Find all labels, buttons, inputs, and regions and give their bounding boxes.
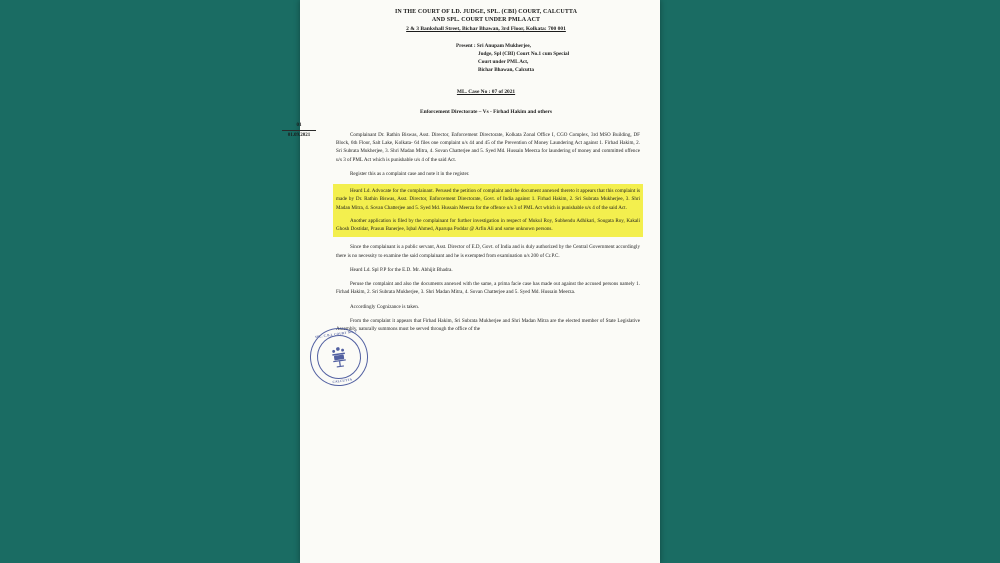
court-seal-stamp	[306, 324, 372, 390]
order-serial-number: 01	[296, 123, 302, 128]
present-block	[456, 42, 642, 74]
seal-bottom-text: CALCUTTA	[332, 376, 353, 384]
order-paragraph: Since the complainant is a public servant, Asst. Director of E.D, Govt. of India and is duly authorized by the Central Government accordingly there is no necessity to examine the said complainant and he is exempted from examination u/s 200 of Cr.P.C.	[336, 244, 640, 259]
case-number: ML. Case No : 07 of 2021	[456, 89, 516, 96]
present-designation-line3: Bichar Bhawan, Calcutta	[478, 67, 534, 74]
court-address: 2 & 3 Bankshall Street, Bichar Bhawan, 3rd Floor, Kolkata: 700 001	[406, 26, 566, 33]
order-paragraph: Peruse the complaint and also the documents annexed with the same, a prima facie case has made out against the accused persons namely 1. Firhad Hakim, 2. Sri Subrata Mukherjee, 3. Shri Madan Mitra, 4. Sovan Chatterjee and 5. Syed Md. Hussain Meerza.	[336, 281, 640, 296]
highlighted-section	[333, 184, 643, 237]
order-paragraph: Register this as a complaint case and note it in the register.	[350, 170, 470, 177]
court-header	[330, 8, 642, 24]
order-date: 01.09.2021	[287, 132, 311, 138]
court-header-line1: IN THE COURT OF LD. JUDGE, SPL. (CBI) COURT, CALCUTTA	[394, 9, 578, 15]
document-page	[287, 0, 660, 563]
order-paragraph: Heard Ld. Advocate for the complainant. Perused the petition of complaint and the document annexed thereto it appears that this complaint is made by Dr. Rathin Biswas, Asst. Director, Enforcement Directorate, Govt. of India against 1. Firhad Hakim, 2. Sri Subrata Mukherjee, 3. Shri Madan Mitra, 4. Sovan Chatterjee and 5. Syed Md. Hussain Meerza for the offence u/s 3 of PML Act which is punishable u/s 4 of the said Act.	[336, 188, 640, 211]
present-designation-line2: Court under PML Act,	[478, 59, 529, 66]
order-margin-column	[276, 122, 322, 139]
order-paragraph: Heard Ld. Spl P.P for the E.D. Mr. Abhijit Bhadra.	[350, 266, 453, 273]
case-parties: Enforcement Directorate – Vs - Firhad Hakim and others	[419, 109, 553, 116]
present-designation-line1: Judge, Spl (CBI) Court No.1 cum Special	[478, 51, 570, 58]
present-judge-name: Present : Sri Anupam Mukherjee,	[456, 43, 531, 50]
document-body	[287, 0, 660, 333]
background-right-panel	[660, 0, 1000, 563]
margin-divider	[282, 130, 316, 131]
seal-top-text: SPL. C.B.I. COURT NO. I	[314, 328, 357, 339]
order-paragraph: Complainant Dr. Rathin Biswas, Asst. Director, Enforcement Directorate, Kolkata Zonal Office I, CGO Complex, 3rd MSO Building, DF Block, 6th Floor, Salt Lake, Kolkata- 64 files one complaint u/s 44 and 45 of the Prevention of Money Laundering Act against 1. Firhad Hakim, 2. Sri Subrata Mukherjee, 3. Shri Madan Mitra, 4. Sovan Chatterjee and 5. Syed Md. Hussain Meerza for laundering of money and committed offence u/s 3 of PML Act which is punishable u/s 4 of the said Act.	[336, 131, 640, 163]
background-left-panel	[0, 0, 300, 563]
order-paragraph: Another application is filed by the complainant for further investigation in respect of Mukul Roy, Subhendu Adhikari, Sougata Roy, Kakali Ghosh Dostidar, Prasun Banerjee, Iqbal Ahmed, Aparupa Poddar @ Arfin Ali and some unknown persons.	[336, 217, 640, 233]
order-paragraph: Accordingly Cognizance is taken.	[350, 303, 420, 310]
court-header-line2: AND SPL. COURT UNDER PMLA ACT	[431, 17, 541, 24]
national-emblem-icon	[328, 344, 349, 370]
order-paragraph: From the complaint it appears that Firhad Hakim, Sri Subrata Mukherjee and Shri Madan Mitra are the elected member of State Legislative Assembly, naturally summons must be served through the office of the	[336, 317, 640, 333]
order-text-block	[330, 131, 642, 334]
